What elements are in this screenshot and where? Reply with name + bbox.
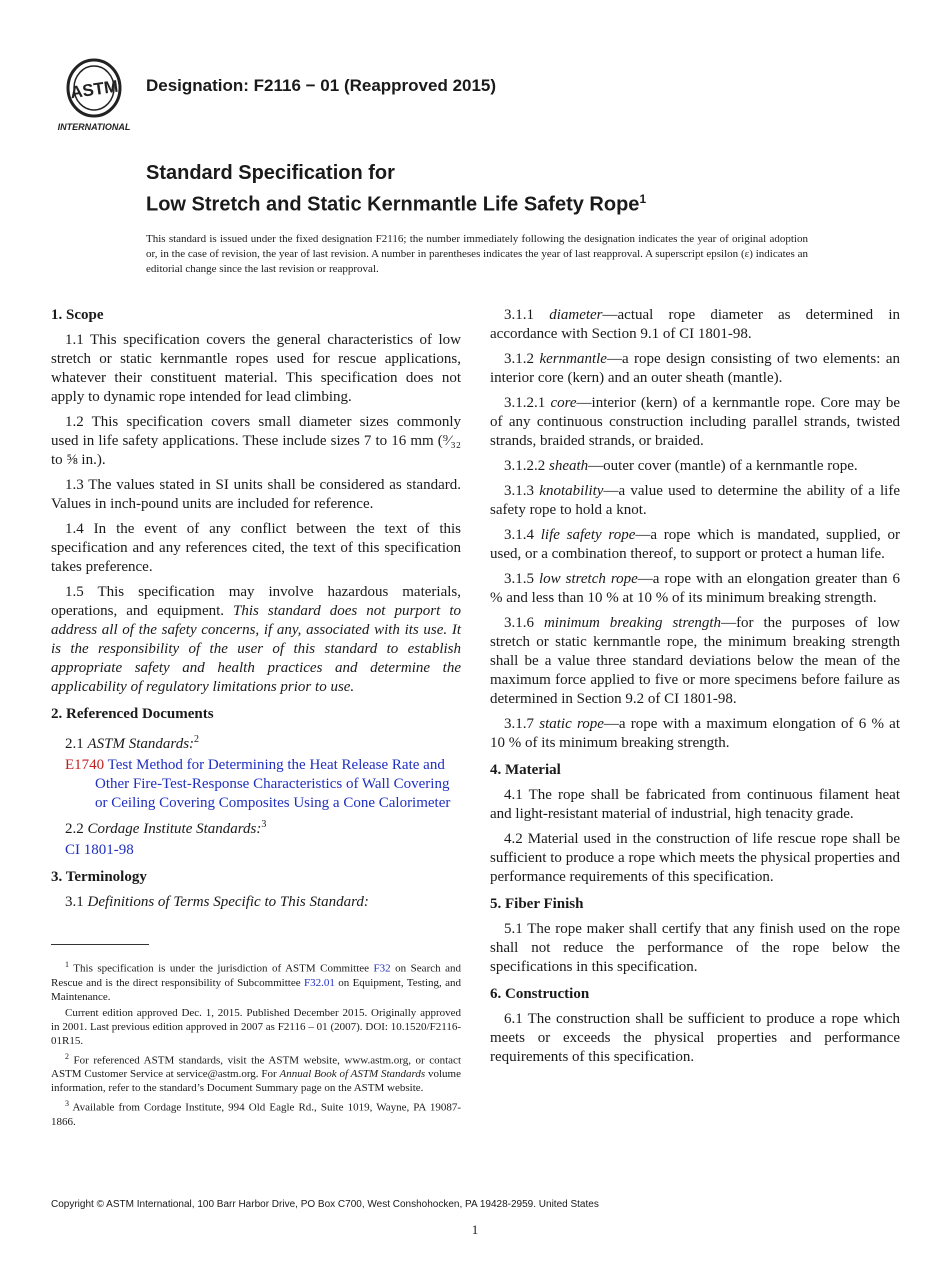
definition-item: 3.1.1 diameter—actual rope diameter as determined in accordance with Section 9.1 of CI 1801-98. (490, 307, 900, 342)
definition-term: static rope (539, 716, 604, 732)
definition-item: 3.1.6 minimum breaking strength—for the purposes of low stretch or static kernmantle rope, the minimum breaking strength shall be a value three standard deviations below the mean of the maximum force applied to five or more specimens before failure as determined in Section 9.2 of CI 1801-98. (490, 615, 900, 707)
section-scope-heading: 1. Scope (51, 307, 104, 323)
ci-1801-link[interactable]: CI 1801-98 (65, 842, 134, 858)
section-fiber-finish-heading: 5. Fiber Finish (490, 896, 584, 912)
ref-e1740 (65, 756, 461, 813)
section-referenced-documents-heading: 2. Referenced Documents (51, 706, 214, 722)
definition-item: 3.1.7 static rope—a rope with a maximum elongation of 6 % at 10 % of its minimum breaking strength. (490, 716, 901, 751)
section-terminology-heading: 3. Terminology (51, 869, 147, 885)
para-4-2: 4.2 Material used in the construction of life rescue rope shall be sufficient to produce a rope which meets the physical properties and performance requirements of this specification. (490, 831, 900, 885)
footnote-ref-2[interactable]: 2 (194, 734, 200, 745)
safety-caveat: This standard does not purport to address all of the safety concerns, if any, associated with its use. It is the responsibility of the user of this standard to establish appropriate safety and health practices and determine the applicability of regulatory limitations prior to use. (51, 603, 461, 695)
definition-term: diameter (549, 307, 603, 323)
logo-international-text: INTERNATIONAL (57, 122, 131, 132)
footnotes (51, 958, 461, 1131)
title-footnote-mark[interactable]: 1 (639, 192, 647, 206)
left-column (51, 306, 461, 918)
footnote-2: $^2$ For referenced ASTM standards, visit the ASTM website, www.astm.org, or contact ASTM Customer Service at service@astm.org. For Annual Book of ASTM Standards volume information, refer to the standard’s Document Summary page on the ASTM website. (51, 1051, 461, 1095)
definition-item: 3.1.4 life safety rope—a rope which is mandated, supplied, or used, or a combination thereof, to support or protect a human life. (490, 527, 901, 562)
right-column (490, 306, 900, 1073)
definition-term: sheath (549, 458, 589, 474)
footnote-3: $^3$ Available from Cordage Institute, 994 Old Eagle Rd., Suite 1019, Wayne, PA 19087-1866. (51, 1099, 461, 1128)
para-1-2: 1.2 This specification covers small diameter sizes commonly used in life safety applications. These include sizes 7 to 16 mm (⁹⁄₃₂ to ⅝ in.). (51, 414, 461, 468)
definition-term: core (550, 395, 577, 411)
para-1-3: 1.3 The values stated in SI units shall be considered as standard. Values in inch-pound units are included for reference. (51, 477, 461, 512)
f32-01-link[interactable]: F32.01 (303, 976, 335, 989)
definition-item: 3.1.2.2 sheath—outer cover (mantle) of a kernmantle rope. (504, 458, 858, 474)
definition-item: 3.1.5 low stretch rope—a rope with an elongation greater than 6 % and less than 10 % at 10 % of its minimum breaking strength. (490, 571, 900, 606)
footnote-ref-3[interactable]: 3 (261, 819, 267, 830)
page-number: 1 (471, 1222, 479, 1237)
intro-note: This standard is issued under the fixed designation F2116; the number immediately following the designation indicates the year of original adoption or, in the case of revision, the year of last revision. A number in parentheses indicates the year of last reapproval. A superscript epsilon (ε) indicates an editorial change since the last revision or reapproval. (146, 233, 808, 275)
f32-link[interactable]: F32 (373, 962, 391, 975)
title-line-1: Standard Specification for (146, 162, 395, 184)
designation: Designation: F2116 − 01 (Reapproved 2015) (146, 76, 497, 95)
definition-term: minimum breaking strength (543, 615, 722, 631)
astm-logo (54, 58, 134, 134)
document-title (146, 160, 646, 218)
para-1-1: 1.1 This specification covers the general characteristics of low stretch or static kernmantle ropes used for rescue applications, whatever their constituent material. This specification does not apply to dynamic rope intended for lead climbing. (51, 332, 461, 405)
title-line-2: Low Stretch and Static Kernmantle Life Safety Rope$^1$ (146, 192, 647, 216)
footnote-edition: Current edition approved Dec. 1, 2015. Published December 2015. Originally approved in 2001. Last previous edition approved in 2007 as F2116 – 01 (2007). DOI: 10.1520/F2116-01R15. (51, 1006, 461, 1047)
definition-term: life safety rope (540, 527, 636, 543)
definition-item: 3.1.2.1 core—interior (kern) of a kernmantle rope. Core may be of any continuous construction including parallel strands, twisted strands, braided strands, or braided. (490, 395, 900, 449)
definition-term: kernmantle (539, 351, 607, 367)
definitions-list (490, 306, 900, 753)
copyright-notice: Copyright © ASTM International, 100 Barr Harbor Drive, PO Box C700, West Conshohocken, PA 19428-2959. United States (51, 1199, 599, 1210)
definition-item: 3.1.2 kernmantle—a rope design consisting of two elements: an interior core (kern) and an outer sheath (mantle). (490, 351, 900, 386)
logo-astm-text: ASTM (69, 76, 120, 103)
para-5-1: 5.1 The rope maker shall certify that any finish used on the rope shall not reduce the performance of the rope below the specifications in this specification. (490, 921, 900, 975)
definition-item: 3.1.3 knotability—a value used to determine the ability of a life safety rope to hold a knot. (490, 483, 900, 518)
para-2-2: 2.2 Cordage Institute Standards:$^3$ (65, 819, 267, 837)
para-4-1: 4.1 The rope shall be fabricated from continuous filament heat and light-resistant material of industrial, high tenacity grade. (490, 787, 900, 822)
footnote-1: $^1$ This specification is under the jurisdiction of ASTM Committee F32 on Search and Rescue and is the direct responsibility of Subcommittee F32.01 on Equipment, Testing, and Maintenance. (51, 960, 462, 1003)
e1740-link[interactable]: E1740 (65, 757, 105, 773)
para-1-4: 1.4 In the event of any conflict between the text of this specification and any references cited, the text of this specification takes preference. (51, 521, 461, 575)
definition-term: low stretch rope (538, 571, 638, 587)
para-3-1: 3.1 Definitions of Terms Specific to This Standard: (65, 894, 369, 910)
footnote-divider (51, 944, 149, 945)
e1740-title-link[interactable]: Test Method for Determining the Heat Release Rate and Other Fire-Test-Response Characteristics of Wall Covering or Ceiling Covering Composites Using a Cone Calorimeter (95, 757, 451, 811)
para-2-1: 2.1 ASTM Standards:$^2$ (65, 734, 200, 752)
para-6-1: 6.1 The construction shall be sufficient to produce a rope which meets or exceeds the physical properties and performance requirements of this specification. (490, 1011, 900, 1065)
definition-term: knotability (539, 483, 604, 499)
section-material-heading: 4. Material (490, 762, 561, 778)
section-construction-heading: 6. Construction (490, 986, 590, 1002)
para-1-5: 1.5 This specification may involve hazardous materials, operations, and equipment. This standard does not purport to address all of the safety concerns, if any, associated with its use. It is the responsibility of the user of this standard to establish appropriate safety and health practices and determine the applicability of regulatory limitations prior to use. (51, 584, 461, 695)
